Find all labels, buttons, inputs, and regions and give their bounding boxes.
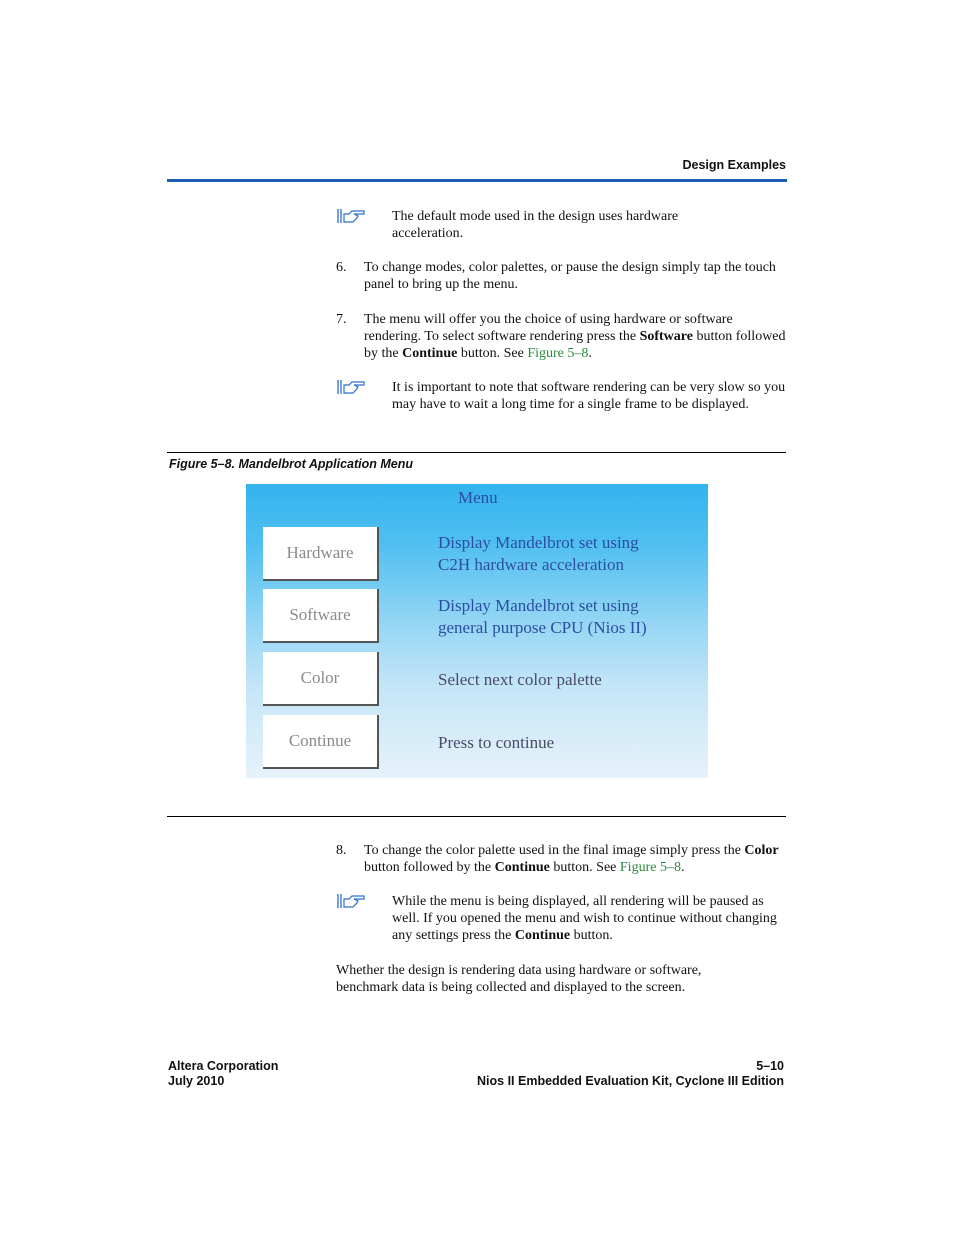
step-number: 6.: [336, 260, 347, 275]
document-title: Nios II Embedded Evaluation Kit, Cyclone III Edition: [477, 1074, 784, 1088]
hardware-button[interactable]: Hardware: [263, 527, 379, 581]
footer-left: [168, 1059, 278, 1089]
figure-bottom-rule: [167, 816, 786, 817]
note-text: The default mode used in the design uses hardware acceleration.: [392, 209, 679, 241]
continue-description: Press to continue: [438, 733, 555, 752]
closing-paragraph: Whether the design is rendering data using hardware or software, benchmark data is being collected and displayed to the screen.: [336, 963, 702, 995]
figure-caption: Figure 5–8. Mandelbrot Application Menu: [169, 457, 414, 471]
software-button[interactable]: Software: [263, 589, 379, 643]
note-text: It is important to note that software rendering can be very slow so you may have to wait a long time for a single frame to be displayed.: [392, 380, 786, 412]
note-text: While the menu is being displayed, all rendering will be paused as well. If you opened the menu and wish to continue without changing any settings press the Continue button.: [392, 894, 777, 943]
pointing-hand-icon: [336, 207, 366, 225]
figure-link[interactable]: Figure 5–8: [527, 346, 589, 361]
footer-date: July 2010: [168, 1074, 225, 1088]
color-description: Select next color palette: [438, 670, 602, 689]
color-button[interactable]: Color: [263, 652, 379, 706]
footer-right: [477, 1059, 784, 1089]
mandelbrot-menu-screenshot: [246, 484, 708, 778]
menu-title: Menu: [458, 488, 498, 507]
page-number: 5–10: [756, 1059, 784, 1073]
step-number: 7.: [336, 312, 347, 327]
continue-button[interactable]: Continue: [263, 715, 379, 769]
figure-link[interactable]: Figure 5–8: [619, 860, 681, 875]
step-text: To change the color palette used in the final image simply press the Color button followed by the Continue button. See Figure 5–8.: [364, 843, 779, 875]
header-rule: [167, 179, 787, 182]
pointing-hand-icon: [336, 892, 366, 910]
step-number: 8.: [336, 843, 347, 858]
figure-top-rule: [167, 452, 786, 453]
pointing-hand-icon: [336, 378, 366, 396]
footer-company: Altera Corporation: [168, 1059, 279, 1073]
step-text: The menu will offer you the choice of using hardware or software rendering. To select software rendering press the Software button followed by the Continue button. See Figure 5–8.: [364, 312, 786, 361]
hardware-description: Display Mandelbrot set using C2H hardware acceleration: [438, 533, 639, 574]
software-description: Display Mandelbrot set using general purpose CPU (Nios II): [438, 596, 647, 637]
running-header: Design Examples: [682, 158, 786, 172]
step-text: To change modes, color palettes, or pause the design simply tap the touch panel to bring up the menu.: [364, 260, 776, 292]
